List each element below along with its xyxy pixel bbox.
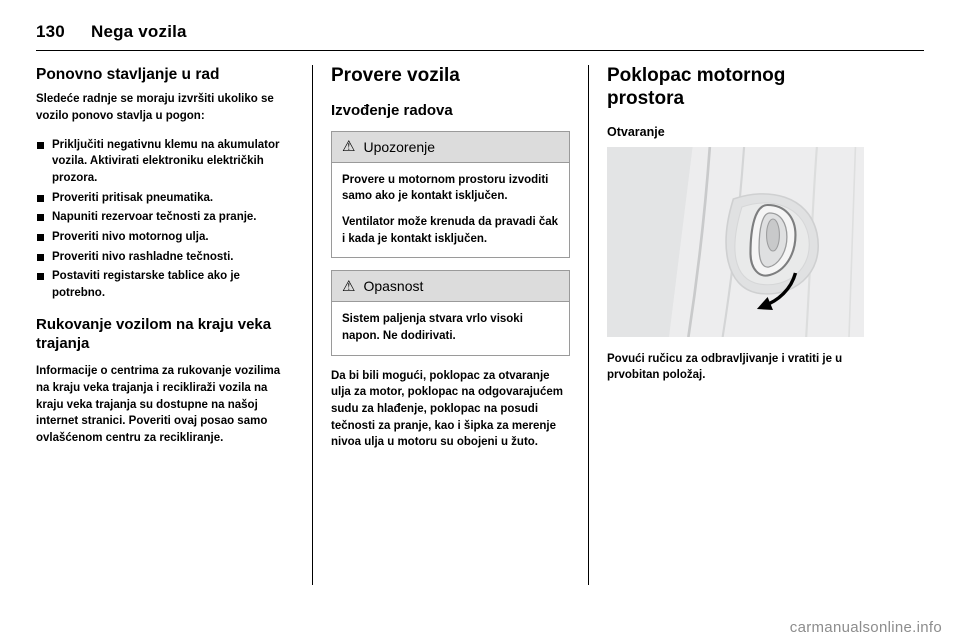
danger-box-body bbox=[332, 302, 569, 354]
danger-paragraph: Sistem paljenja stvara vrlo visoki napon. Ne dodirivati. bbox=[342, 313, 523, 342]
hood-release-caption: Povući ručicu za odbravljivanje i vratiti je u prvobitan položaj. bbox=[607, 352, 843, 382]
column-right bbox=[588, 65, 864, 585]
list-item: Proveriti nivo motornog ulja. bbox=[36, 229, 294, 246]
subheading-opening: Otvaranje bbox=[607, 124, 665, 139]
list-item: Proveriti pritisak pneumatika. bbox=[36, 190, 294, 207]
column-left bbox=[36, 65, 312, 585]
column-middle bbox=[312, 65, 588, 585]
warning-box bbox=[331, 131, 570, 259]
page-header bbox=[36, 22, 924, 50]
hood-release-handle-illustration bbox=[607, 147, 864, 337]
danger-box-header bbox=[332, 271, 569, 302]
warning-paragraph: Provere u motornom prostoru izvoditi samo ako je kontakt isključen. bbox=[342, 173, 549, 203]
warning-label: Upozorenje bbox=[363, 138, 436, 155]
content-columns bbox=[36, 65, 924, 585]
page-title: Nega vozila bbox=[90, 22, 187, 41]
list-item: Proveriti nivo rashladne tečnosti. bbox=[36, 249, 294, 266]
warning-paragraph: Ventilator može krenuda da pravadi čak i kada je kontakt isključen. bbox=[342, 215, 559, 245]
warning-triangle-icon: ⚠ bbox=[342, 277, 356, 295]
restart-intro-text: Sledeće radnje se moraju izvršiti ukoliko se vozilo ponovo stavlja u pogon: bbox=[36, 93, 274, 123]
section-heading-restart: Ponovno stavljanje u rad bbox=[36, 66, 220, 83]
warning-box-body bbox=[332, 163, 569, 258]
header-divider bbox=[36, 50, 924, 51]
list-item: Priključiti negativnu klemu na akumulator vozila. Aktivirati elektroniku električkih prozora. bbox=[36, 137, 294, 187]
danger-box bbox=[331, 270, 570, 355]
list-item: Napuniti rezervoar tečnosti za pranje. bbox=[36, 209, 294, 226]
illustration-svg bbox=[607, 147, 864, 337]
list-item: Postaviti registarske tablice ako je potrebno. bbox=[36, 268, 294, 301]
end-of-life-text: Informacije o centrima za rukovanje vozilima na kraju veka trajanja i recikliraži vozila na kraju veka trajanja su dostupne na našoj internet stranici. Poveriti ovaj posao samo ovlašćenom centru za recikliranje. bbox=[36, 365, 281, 444]
warning-triangle-icon: ⚠ bbox=[342, 138, 356, 156]
subheading-performing-work: Izvođenje radova bbox=[331, 101, 453, 119]
restart-steps-list bbox=[36, 137, 294, 302]
page-number: 130 bbox=[36, 22, 65, 41]
danger-label: Opasnost bbox=[363, 278, 424, 295]
watermark-text: carmanualsonline.info bbox=[789, 619, 942, 636]
warning-box-header bbox=[332, 132, 569, 163]
vehicle-checks-text: Da bi bili mogući, poklopac za otvaranje ulja za motor, poklopac na odgovarajućem sudu za hlađenje, poklopac na posudi tečnosti za pranje, kao i šipka za merenje nivoa ulja u motoru su obojeni u žuto. bbox=[331, 369, 563, 449]
section-heading-engine-hood: Poklopac motornog prostora bbox=[607, 65, 786, 109]
section-heading-vehicle-checks: Provere vozila bbox=[331, 65, 460, 86]
section-heading-end-of-life: Rukovanje vozilom na kraju veka trajanja bbox=[36, 315, 272, 352]
